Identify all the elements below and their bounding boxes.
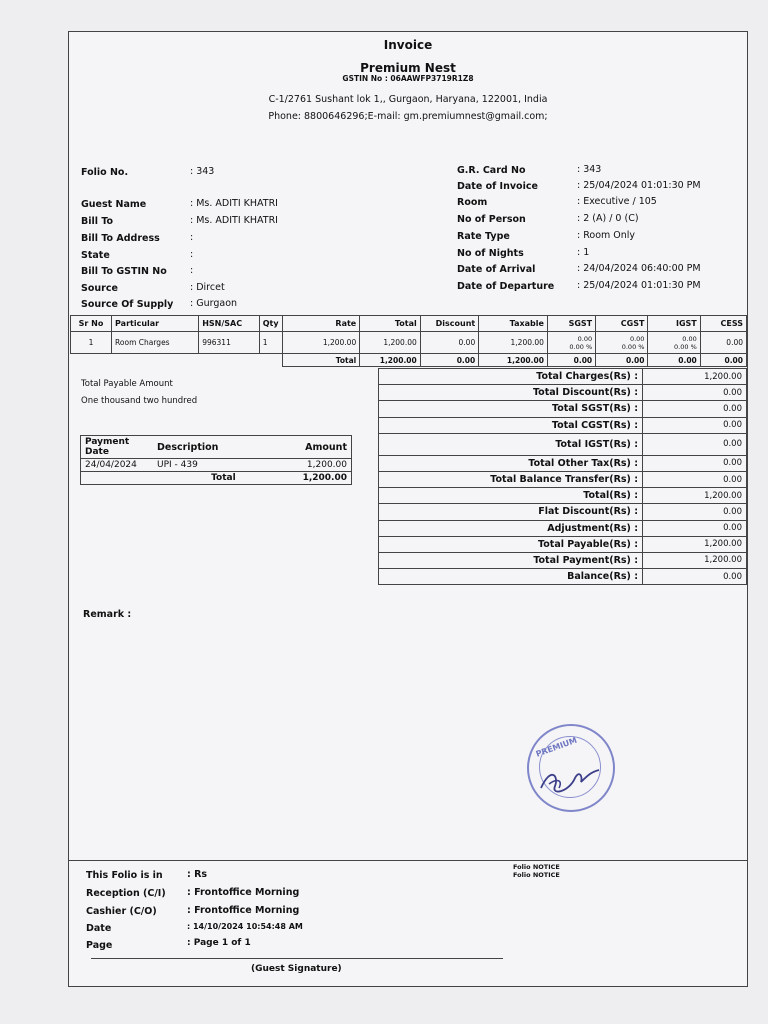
summary-row: [379, 455, 747, 471]
total-row-discount: 0.00: [420, 354, 478, 367]
room-value: : Executive / 105: [577, 196, 657, 207]
summary-row: [379, 536, 747, 552]
summary-row: [379, 417, 747, 433]
cell-sgst: [547, 332, 595, 354]
summary-row: [379, 401, 747, 417]
col-hsn: HSN/SAC: [199, 316, 260, 332]
summary-row: [379, 369, 747, 385]
room-label: Room: [457, 197, 488, 208]
total-row-taxable: 1,200.00: [479, 354, 548, 367]
cell-taxable: 1,200.00: [479, 332, 548, 354]
payment-amount-header: Amount: [305, 441, 347, 453]
total-row-total: 1,200.00: [360, 354, 421, 367]
payment-description: UPI - 439: [157, 460, 198, 470]
folio-currency-label: This Folio is in: [86, 870, 163, 881]
summary-row: [379, 385, 747, 401]
payment-description-header: Description: [157, 441, 219, 453]
reception-value: : Frontoffice Morning: [187, 887, 300, 898]
total-payable-label: Total Payable Amount: [81, 379, 173, 389]
payment-date-header: Payment Date: [85, 437, 130, 457]
summary-label: Balance(Rs) :: [379, 569, 643, 585]
bill-to-value: : Ms. ADITI KHATRI: [190, 215, 278, 226]
cell-hsn: 996311: [199, 332, 260, 354]
hotel-stamp: [527, 724, 615, 812]
folio-no-value: : 343: [190, 166, 215, 177]
remark-label: Remark :: [83, 609, 132, 620]
col-particular: Particular: [112, 316, 199, 332]
igst-amount: 0.00: [682, 334, 697, 343]
summary-value: 0.00: [643, 433, 747, 455]
cell-total: 1,200.00: [360, 332, 421, 354]
guest-signature-label: (Guest Signature): [251, 964, 342, 974]
cell-discount: 0.00: [420, 332, 478, 354]
col-rate: Rate: [283, 316, 360, 332]
hotel-contact: Phone: 8800646296;E-mail: gm.premiumnest@gmail.com;: [268, 111, 548, 122]
svg-text:PREMIUM: PREMIUM: [534, 735, 579, 759]
summary-value: 1,200.00: [643, 488, 747, 504]
summary-row: [379, 569, 747, 585]
gr-card-label: G.R. Card No: [457, 165, 526, 176]
summary-label: Total Other Tax(Rs) :: [379, 455, 643, 471]
col-cgst: CGST: [596, 316, 648, 332]
summary-row: [379, 488, 747, 504]
summary-label: Total CGST(Rs) :: [379, 417, 643, 433]
summary-value: 1,200.00: [643, 552, 747, 568]
page-value: : Page 1 of 1: [187, 938, 251, 948]
summary-label: Total Discount(Rs) :: [379, 385, 643, 401]
total-row-cgst: 0.00: [596, 354, 648, 367]
invoice-date-label: Date of Invoice: [457, 181, 538, 192]
col-cess: CESS: [700, 316, 746, 332]
summary-label: Total SGST(Rs) :: [379, 401, 643, 417]
cgst-amount: 0.00: [629, 334, 645, 343]
persons-value: : 2 (A) / 0 (C): [577, 213, 639, 224]
cashier-value: : Frontoffice Morning: [187, 905, 300, 916]
reception-label: Reception (C/I): [86, 888, 166, 899]
total-row-cess: 0.00: [700, 354, 746, 367]
source-value: : Dircet: [190, 282, 225, 293]
cashier-label: Cashier (C/O): [86, 906, 157, 917]
signature-line: [91, 958, 503, 959]
summary-value: 0.00: [643, 455, 747, 471]
summary-value: 0.00: [643, 401, 747, 417]
total-payable-words: One thousand two hundred: [81, 396, 198, 406]
table-row: [81, 459, 352, 472]
invoice-page: [68, 31, 748, 987]
summary-label: Total(Rs) :: [379, 488, 643, 504]
summary-value: 0.00: [643, 471, 747, 487]
payment-amount: 1,200.00: [306, 460, 347, 470]
hotel-address: C-1/2761 Sushant lok 1,, Gurgaon, Haryana, 122001, India: [268, 94, 548, 105]
payment-date: 24/04/2024: [85, 460, 137, 470]
col-sgst: SGST: [547, 316, 595, 332]
invoice-title: Invoice: [383, 38, 433, 52]
cell-rate: 1,200.00: [283, 332, 360, 354]
col-igst: IGST: [648, 316, 700, 332]
payments-total-value: 1,200.00: [302, 473, 347, 483]
payments-header-row: [81, 436, 352, 459]
igst-percent: 0.00 %: [674, 342, 697, 351]
nights-value: : 1: [577, 247, 590, 258]
col-qty: Qty: [259, 316, 283, 332]
nights-label: No of Nights: [457, 248, 524, 259]
source-of-supply-label: Source Of Supply: [81, 299, 174, 310]
summary-label: Total Payment(Rs) :: [379, 552, 643, 568]
guest-name-value: : Ms. ADITI KHATRI: [190, 198, 278, 209]
page-label: Page: [86, 940, 113, 951]
departure-value: : 25/04/2024 01:01:30 PM: [577, 280, 701, 291]
footer-divider: [69, 860, 747, 861]
summary-row: [379, 433, 747, 455]
sgst-amount: 0.00: [577, 334, 593, 343]
folio-no-label: Folio No.: [81, 167, 129, 178]
state-value: :: [190, 249, 194, 260]
summary-value: 1,200.00: [643, 536, 747, 552]
payments-total-label: Total: [211, 473, 236, 483]
sgst-percent: 0.00 %: [569, 342, 593, 351]
col-discount: Discount: [420, 316, 478, 332]
summary-value: 0.00: [643, 504, 747, 520]
summary-label: Total Payable(Rs) :: [379, 536, 643, 552]
cell-igst: [648, 332, 700, 354]
table-row: [71, 332, 747, 354]
col-taxable: Taxable: [479, 316, 548, 332]
persons-label: No of Person: [457, 214, 526, 225]
summary-value: 0.00: [643, 385, 747, 401]
summary-label: Adjustment(Rs) :: [379, 520, 643, 536]
summary-row: [379, 552, 747, 568]
cell-sr: 1: [71, 332, 112, 354]
summary-label: Total IGST(Rs) :: [379, 433, 643, 455]
summary-value: 1,200.00: [643, 369, 747, 385]
guest-name-label: Guest Name: [81, 199, 147, 210]
gr-card-value: : 343: [577, 164, 602, 175]
total-row-label: Total: [283, 354, 360, 367]
total-row-igst: 0.00: [648, 354, 700, 367]
payments-total-row: [81, 472, 352, 485]
charges-total-row: [71, 354, 747, 367]
cell-cgst: [596, 332, 648, 354]
source-label: Source: [81, 283, 118, 294]
arrival-value: : 24/04/2024 06:40:00 PM: [577, 263, 701, 274]
payments-table: [80, 435, 352, 485]
summary-table: [378, 368, 747, 585]
rate-type-value: : Room Only: [577, 230, 636, 241]
charges-header-row: [71, 316, 747, 332]
cell-qty: 1: [259, 332, 283, 354]
summary-label: Flat Discount(Rs) :: [379, 504, 643, 520]
state-label: State: [81, 250, 110, 261]
summary-label: Total Balance Transfer(Rs) :: [379, 471, 643, 487]
folio-currency-value: : Rs: [187, 869, 208, 880]
hotel-name: Premium Nest: [360, 61, 456, 75]
summary-value: 0.00: [643, 520, 747, 536]
bill-to-gstin-label: Bill To GSTIN No: [81, 266, 167, 277]
arrival-label: Date of Arrival: [457, 264, 536, 275]
departure-label: Date of Departure: [457, 281, 555, 292]
charges-table: [70, 315, 747, 367]
cell-particular: Room Charges: [112, 332, 199, 354]
folio-notice-1: Folio NOTICE: [513, 863, 560, 871]
col-sr-no: Sr No: [71, 316, 112, 332]
cell-cess: 0.00: [700, 332, 746, 354]
summary-row: [379, 504, 747, 520]
bill-to-address-label: Bill To Address: [81, 233, 160, 244]
hotel-gstin: GSTIN No : 06AAWFP3719R1Z8: [342, 74, 474, 83]
source-of-supply-value: : Gurgaon: [190, 298, 238, 309]
folio-notice-2: Folio NOTICE: [513, 871, 560, 879]
print-date-value: : 14/10/2024 10:54:48 AM: [187, 922, 303, 931]
invoice-date-value: : 25/04/2024 01:01:30 PM: [577, 180, 701, 191]
cgst-percent: 0.00 %: [621, 342, 645, 351]
rate-type-label: Rate Type: [457, 231, 510, 242]
summary-row: [379, 471, 747, 487]
bill-to-address-value: :: [190, 232, 194, 243]
summary-value: 0.00: [643, 417, 747, 433]
print-date-label: Date: [86, 923, 112, 934]
summary-row: [379, 520, 747, 536]
summary-value: 0.00: [643, 569, 747, 585]
total-row-sgst: 0.00: [547, 354, 595, 367]
summary-label: Total Charges(Rs) :: [379, 369, 643, 385]
col-total: Total: [360, 316, 421, 332]
bill-to-label: Bill To: [81, 216, 114, 227]
bill-to-gstin-value: :: [190, 265, 194, 276]
signature-icon: [529, 726, 613, 810]
